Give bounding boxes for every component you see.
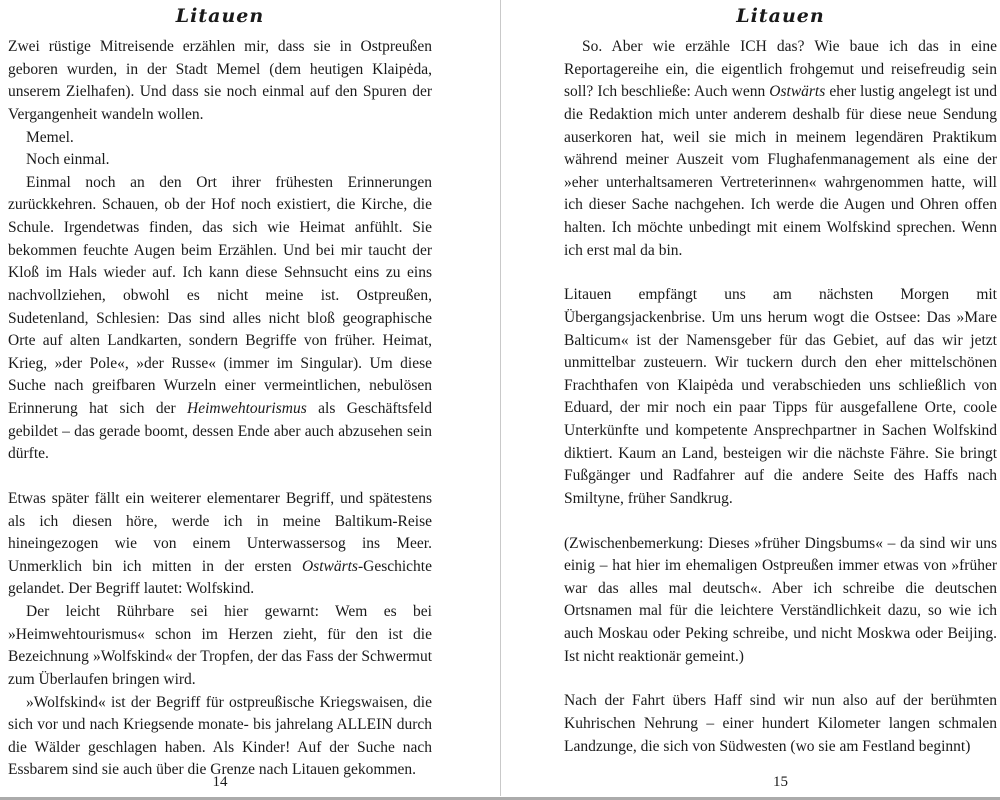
- text-run: Nach der Fahrt übers Haff sind wir nun also auf der berühmten Kuhrischen Nehrung – einer hundert Kilometer langen schmalen Landzunge, die sich von Südwesten (wo sie am Festland beginnt): [564, 692, 997, 755]
- paragraph: [564, 690, 997, 758]
- paragraph: [564, 284, 997, 510]
- text-run: Der leicht Rührbare sei hier gewarnt: Wem es bei »Heimwehtourismus« schon im Herzen zieht, für den ist die Bezeichnung »Wolfskind« der Tropfen, der das Fass der Schwermut zum Überlaufen bringen wird.: [8, 603, 432, 688]
- text-run: Litauen empfängt uns am nächsten Morgen mit Übergangsjackenbrise. Um uns herum wogt die Ostsee: Das »Mare Balticum« ist der Namensgeber für das Gebiet, auf das wir jetzt unmittelbar zusteuern. Wir tuckern durch den eher mittelschönen Frachthafen von Klaipėda und verabschieden uns schließlich von Eduard, der mir noch ein paar Tipps für ausgefallene Orte, coole Unterkünfte und kompetente Ansprechpartner in Sachen Wolfskind diktiert. Kaum an Land, besteigen wir die nächste Fähre. Sie bringt Fußgänger und Radfahrer auf die andere Seite des Haffs nach Smiltyne, früher Sandkrug.: [564, 286, 997, 507]
- emphasized-text: Heimwehtourismus: [187, 400, 307, 417]
- text-run: Noch einmal.: [26, 151, 110, 169]
- running-header: Litauen: [175, 5, 265, 27]
- text-run: (Zwischenbemerkung: Dieses »früher Dingsbums« – da sind wir uns einig – hat hier im ehemaligen Ostpreußen immer etwas von »früher war das alles mal deutsch«. Aber ich schreibe die deutschen Ortsnamen mal für die leichtere Verständlichkeit dazu, so wie ich auch Moskau oder Peking schreibe, und nicht Moskwa oder Beijing. Ist nicht reaktionär gemeint.): [564, 534, 997, 665]
- text-run: eher lustig angelegt ist und die Redaktion mich unter anderem deshalb für diese neue Sendung auserkoren hat, weil sie mich in meinem legendären Praktikum während meiner Auszeit vom Flughafenmanagement als eine der »eher unterhaltsameren Vertreterinnen« wahrgenommen hatte, will ich dieser Sache nachgehen. Ich werde die Augen und Ohren offen halten. Ich möchte unbedingt mit einem Wolfskind sprechen. Wenn ich erst mal da bin.: [564, 83, 997, 259]
- emphasized-text: Ostwärts: [769, 83, 826, 101]
- text-run: Einmal noch an den Ort ihrer frühesten Erinnerungen zurückkehren. Schauen, ob der Hof noch existiert, die Kirche, die Schule. Irgendetwas finden, das sich wie Heimat anfühlt. Sie bekommen feuchte Augen beim Erzählen. Und bei mir taucht der Kloß im Hals wieder auf. Ich kann diese Sehnsucht eins zu eins nachvollziehen, obwohl es nicht meine ist. Ostpreußen, Sudetenland, Schlesien: Das sind alles nicht bloß geographische Orte auf alten Landkarten, sondern Begriffe von früher. Heimat, Krieg, »der Pole«, »der Russe« (immer im Singular). Um diese Suche nach greifbaren Wurzeln einer vermeintlichen, nebulösen Erinnerung hat sich der: [8, 173, 432, 417]
- paragraph: [564, 533, 997, 669]
- page-divider: [500, 0, 501, 796]
- page-body: [564, 36, 997, 758]
- paragraph: [8, 127, 432, 150]
- paragraph: [8, 172, 432, 466]
- text-run: Zwei rüstige Mitreisende erzählen mir, dass sie in Ostpreußen geboren wurden, in der Stadt Memel (dem heutigen Klaipėda, unserem Zielhafen). Und dass sie noch einmal auf den Spuren der Vergangenheit wandeln wollen.: [8, 38, 432, 123]
- text-run: Memel.: [26, 128, 74, 146]
- paragraph: [8, 149, 432, 172]
- text-run: »Wolfskind« ist der Begriff für ostpreußische Kriegswaisen, die sich vor und nach Kriegsende monate- bis jahrelang ALLEIN durch die Wälder geschlagen haben. Als Kinder! Auf der Suche nach Essbarem sind sie auch über die Grenze nach Litauen gekommen.: [8, 693, 432, 779]
- paragraph: [8, 36, 432, 127]
- page-number: 15: [773, 774, 788, 790]
- text-run: als Geschäftsfeld gebildet – das gerade boomt, dessen Ende aber auch abzusehen sein dürfte.: [8, 400, 432, 463]
- paragraph: [8, 601, 432, 692]
- text-run: So. Aber wie erzähle ICH das? Wie baue ich das in eine Reportagereihe ein, die eigentlich frohgemut und reisefreudig sein soll? Ich beschließe: Auch wenn: [564, 38, 997, 101]
- paragraph: [8, 692, 432, 783]
- book-page-right: [500, 0, 1000, 800]
- text-run: -Geschichte gelandet. Der Begriff lautet: Wolfskind.: [8, 557, 432, 598]
- page-number: 14: [212, 774, 228, 790]
- running-header: Litauen: [736, 5, 825, 27]
- text-run: Etwas später fällt ein weiterer elementarer Begriff, und spätestens als ich diesen höre, werde ich in meine Baltikum-Reise hineingezogen wie von einem Unterwassersog ins Meer. Unmerklich bin ich mitten in der ersten: [8, 489, 432, 575]
- emphasized-text: Ostwärts: [301, 557, 358, 575]
- paragraph: [564, 36, 997, 262]
- paragraph: [8, 488, 432, 601]
- page-body: [8, 36, 432, 782]
